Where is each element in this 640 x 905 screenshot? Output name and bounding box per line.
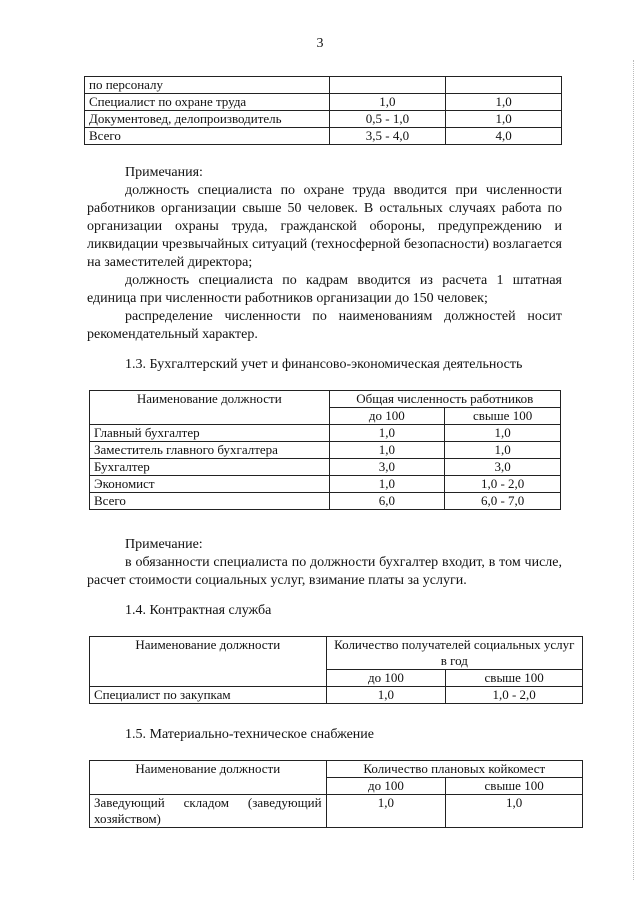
column-header-position: Наименование должности	[90, 637, 327, 687]
note-item: должность специалиста по кадрам вводится из расчета 1 штатная единица при численности работников организации до 150 человек;	[87, 273, 562, 306]
subcolumn-header: свыше 100	[446, 778, 583, 795]
note-item: должность специалиста по охране труда вводится при численности работников организации свыше 50 человек. В остальных случаях работа по организации охраны труда, гражданской обороны, предупреждению и ликвидации чрезвычайных ситуаций (техносферной безопасности) возлагается на заместителей директора;	[87, 183, 562, 270]
position-cell: Документовед, делопроизводитель	[85, 111, 330, 128]
section-heading-1-4: 1.4. Контрактная служба	[125, 603, 272, 618]
table-row	[90, 493, 561, 510]
table-header-row	[90, 391, 561, 408]
value-cell: 6,0	[329, 493, 445, 510]
value-cell: 3,0	[329, 459, 445, 476]
scan-edge-artifact	[633, 60, 636, 880]
position-cell: Главный бухгалтер	[90, 425, 330, 442]
staff-table-accounting	[89, 390, 561, 510]
table-row	[85, 77, 562, 94]
section-heading-1-3: 1.3. Бухгалтерский учет и финансово-экономическая деятельность	[125, 357, 523, 372]
value-cell: 1,0 - 2,0	[445, 476, 561, 493]
position-cell: Специалист по охране труда	[85, 94, 330, 111]
column-header-position: Наименование должности	[90, 761, 327, 795]
position-cell: Всего	[90, 493, 330, 510]
value-cell: 1,0	[326, 687, 446, 704]
value-cell: 1,0	[329, 94, 446, 111]
value-cell: 0,5 - 1,0	[329, 111, 446, 128]
value-cell: 3,5 - 4,0	[329, 128, 446, 145]
table-row	[90, 687, 583, 704]
value-cell: 1,0	[445, 425, 561, 442]
staff-table-supply	[89, 760, 583, 828]
staff-table-personnel	[84, 76, 562, 145]
page-number: 3	[316, 36, 324, 51]
value-cell	[446, 77, 562, 94]
value-cell: 1,0	[446, 795, 583, 828]
value-cell: 4,0	[446, 128, 562, 145]
value-cell: 1,0	[326, 795, 446, 828]
table-row	[90, 459, 561, 476]
table-header-row	[90, 761, 583, 778]
position-cell: по персоналу	[85, 77, 330, 94]
table-row	[90, 442, 561, 459]
position-cell: Заведующий складом (заведующий хозяйством)	[90, 795, 327, 828]
subcolumn-header: свыше 100	[446, 670, 583, 687]
value-cell: 1,0	[446, 111, 562, 128]
note-item: распределение численности по наименованиям должностей носит рекомендательный характер.	[87, 309, 562, 342]
value-cell: 1,0 - 2,0	[446, 687, 583, 704]
position-cell: Заместитель главного бухгалтера	[90, 442, 330, 459]
subcolumn-header: до 100	[329, 408, 445, 425]
table-row	[90, 795, 583, 828]
value-cell: 1,0	[329, 442, 445, 459]
table-row	[85, 111, 562, 128]
subcolumn-header: свыше 100	[445, 408, 561, 425]
position-cell: Экономист	[90, 476, 330, 493]
table-row	[90, 476, 561, 493]
notes-title: Примечание:	[125, 537, 203, 552]
position-cell: Бухгалтер	[90, 459, 330, 476]
notes-title: Примечания:	[125, 165, 203, 180]
value-cell: 1,0	[446, 94, 562, 111]
column-group-header: Количество получателей социальных услуг в год	[326, 637, 582, 670]
value-cell	[329, 77, 446, 94]
subcolumn-header: до 100	[326, 778, 446, 795]
value-cell: 1,0	[329, 425, 445, 442]
value-cell: 1,0	[329, 476, 445, 493]
value-cell: 3,0	[445, 459, 561, 476]
subcolumn-header: до 100	[326, 670, 446, 687]
staff-table-contract	[89, 636, 583, 704]
table-row	[90, 425, 561, 442]
table-header-row	[90, 637, 583, 670]
value-cell: 1,0	[445, 442, 561, 459]
table-row	[85, 94, 562, 111]
table-row	[85, 128, 562, 145]
section-heading-1-5: 1.5. Материально-техническое снабжение	[125, 727, 375, 742]
value-cell: 6,0 - 7,0	[445, 493, 561, 510]
position-cell: Всего	[85, 128, 330, 145]
column-header-position: Наименование должности	[90, 391, 330, 425]
position-cell: Специалист по закупкам	[90, 687, 327, 704]
column-group-header: Количество плановых койкомест	[326, 761, 582, 778]
column-group-header: Общая численность работников	[329, 391, 561, 408]
note-item: в обязанности специалиста по должности бухгалтер входит, в том числе, расчет стоимости социальных услуг, взимание платы за услуги.	[87, 555, 562, 588]
